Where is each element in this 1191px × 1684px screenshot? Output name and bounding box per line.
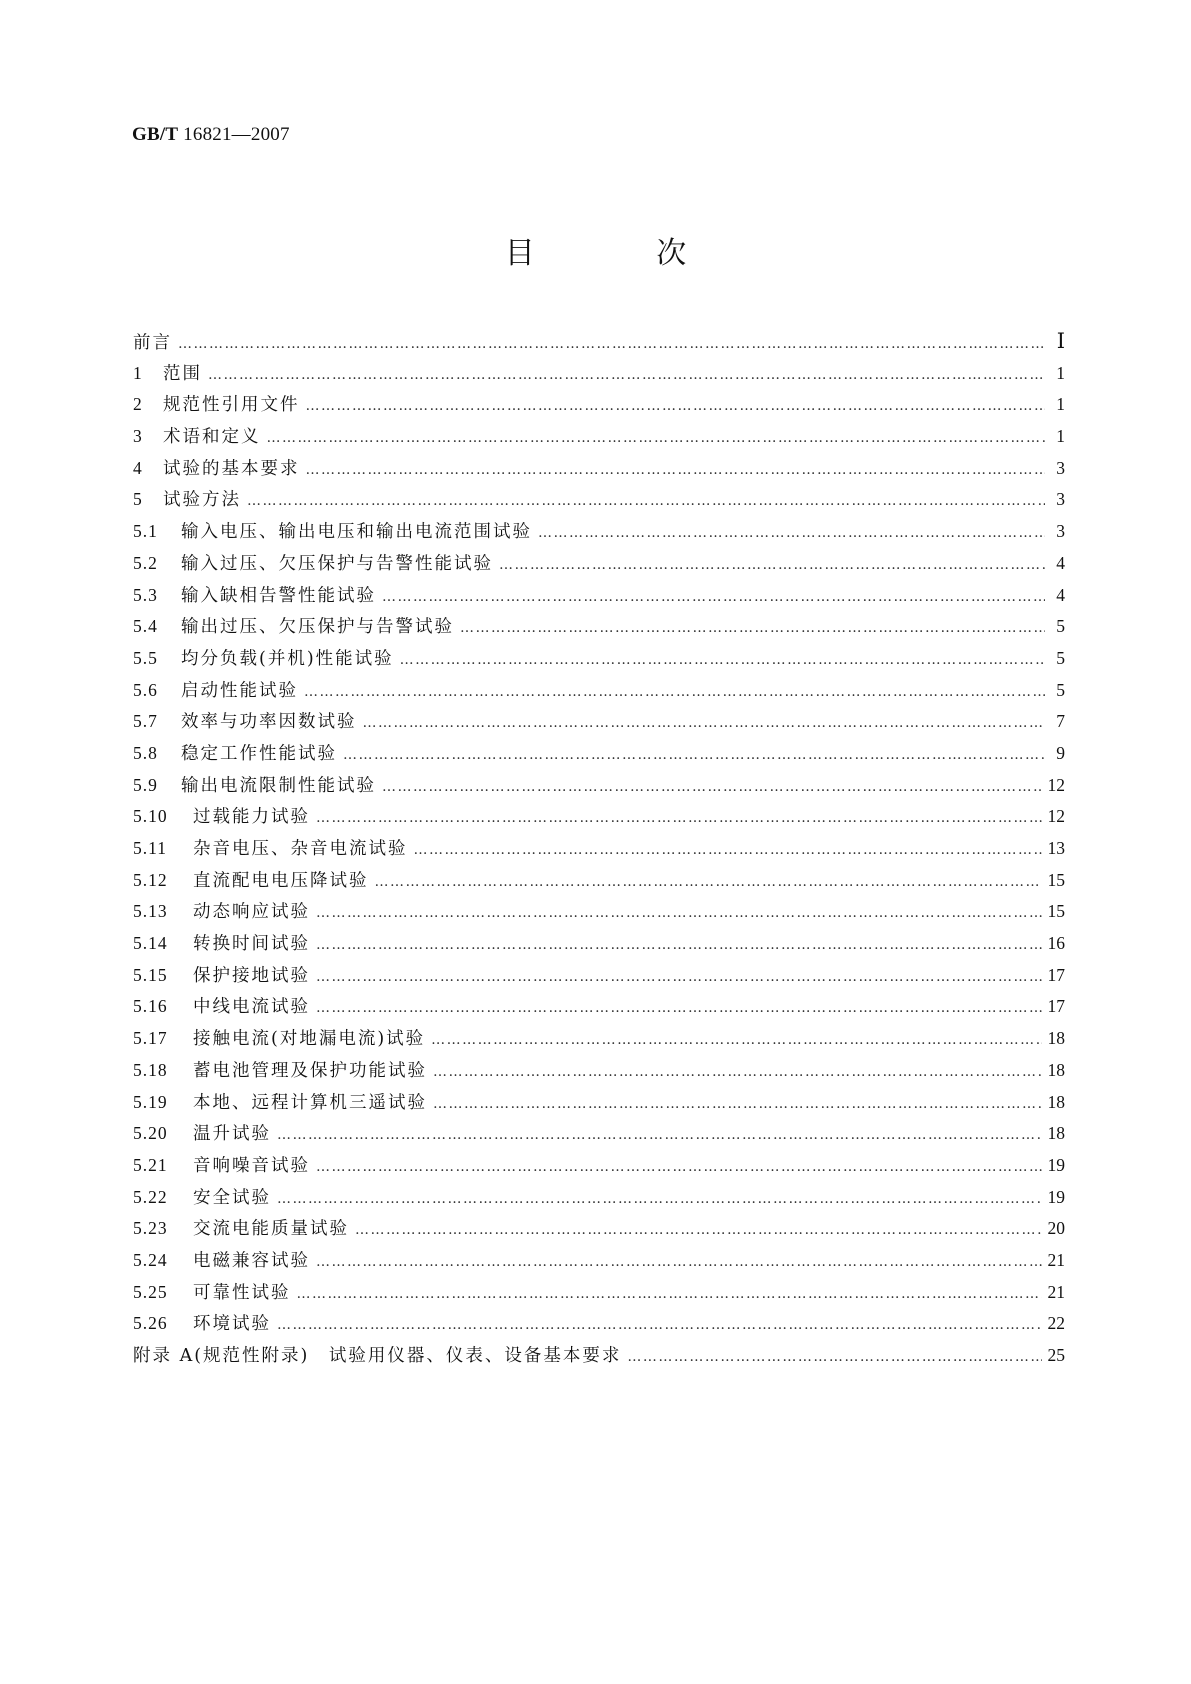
toc-entry-number: 5: [133, 489, 143, 510]
toc-entry-number: 4: [133, 457, 143, 478]
toc-entry-page: 4: [1056, 552, 1065, 573]
toc-entry-title: 可靠性试验: [193, 1282, 291, 1303]
toc-entry[interactable]: [133, 358, 1065, 390]
toc-entry-page: 7: [1056, 711, 1065, 732]
toc-entry-page: 9: [1056, 742, 1065, 763]
toc-entry[interactable]: [133, 1277, 1065, 1309]
toc-entry-number: 5.24: [133, 1249, 168, 1270]
toc-entry-page: 17: [1047, 996, 1065, 1017]
toc-entry[interactable]: [133, 960, 1065, 992]
toc-entry-title: 输出过压、欠压保护与告警试验: [181, 617, 454, 638]
toc-entry-title: 附录 A(规范性附录) 试验用仪器、仪表、设备基本要求: [133, 1346, 622, 1366]
toc-entry-page: 16: [1047, 933, 1065, 954]
toc-dot-leader: [382, 582, 1045, 614]
toc-entry[interactable]: [133, 896, 1065, 928]
toc-entry-number: 5.18: [133, 1059, 168, 1080]
toc-entry[interactable]: [133, 865, 1065, 897]
toc-entry[interactable]: [133, 389, 1065, 421]
toc-entry-page: 5: [1056, 647, 1065, 668]
toc-entry[interactable]: [133, 1023, 1065, 1055]
toc-dot-leader: [363, 708, 1046, 740]
toc-dot-leader: [297, 1279, 1042, 1311]
toc-dot-leader: [355, 1215, 1042, 1247]
toc-entry-title: 过载能力试验: [193, 807, 310, 828]
toc-entry-number: 5.26: [133, 1313, 168, 1334]
toc-entry-page: 12: [1047, 774, 1065, 795]
toc-entry-title: 术语和定义: [163, 427, 261, 448]
toc-dot-leader: [433, 1089, 1042, 1121]
toc-entry-title: 环境试验: [193, 1314, 271, 1335]
toc-entry-number: 5.10: [133, 806, 168, 827]
toc-dot-leader: [316, 962, 1042, 994]
toc-entry-title: 蓄电池管理及保护功能试验: [193, 1060, 427, 1081]
standard-number: 16821—2007: [183, 124, 290, 145]
toc-entry[interactable]: [133, 611, 1065, 643]
toc-dot-leader: [267, 423, 1046, 455]
toc-entry-number: 5.16: [133, 996, 168, 1017]
toc-entry[interactable]: [133, 580, 1065, 612]
toc-entry[interactable]: [133, 706, 1065, 738]
toc-entry-title: 输入缺相告警性能试验: [181, 585, 376, 606]
toc-entry-number: 5.15: [133, 964, 168, 985]
toc-entry[interactable]: [133, 1213, 1065, 1245]
toc-dot-leader: [382, 772, 1042, 804]
toc-entry[interactable]: [133, 326, 1065, 358]
toc-entry-page: 1: [1056, 394, 1065, 415]
toc-dot-leader: [343, 740, 1045, 772]
toc-entry-number: 5.14: [133, 933, 168, 954]
toc-entry-title: 杂音电压、杂音电流试验: [193, 839, 408, 859]
toc-entry-number: 5.11: [133, 838, 167, 858]
toc-entry-title: 均分负载(并机)性能试验: [181, 648, 394, 669]
toc-entry[interactable]: [133, 1308, 1065, 1340]
toc-dot-leader: [316, 930, 1042, 962]
toc-entry-title: 动态响应试验: [193, 902, 310, 923]
standard-prefix: GB/T: [132, 124, 179, 145]
toc-entry-title: 试验的基本要求: [163, 458, 300, 479]
toc-entry-number: 5.12: [133, 869, 168, 890]
toc-entry-number: 5.21: [133, 1154, 168, 1175]
toc-dot-leader: [627, 1342, 1041, 1374]
toc-entry-page: 19: [1047, 1186, 1065, 1207]
toc-dot-leader: [414, 835, 1042, 867]
toc-dot-leader: [277, 1120, 1042, 1152]
toc-entry-number: 5.20: [133, 1123, 168, 1144]
toc-entry-page: 21: [1047, 1249, 1065, 1270]
toc-entry[interactable]: [133, 833, 1065, 865]
toc-entry-page: 15: [1047, 901, 1065, 922]
toc-dot-leader: [178, 329, 1045, 361]
toc-entry[interactable]: [133, 484, 1065, 516]
toc-entry[interactable]: [133, 1150, 1065, 1182]
toc-entry-title: 安全试验: [193, 1187, 271, 1208]
toc-entry-page: 25: [1047, 1345, 1065, 1365]
toc-entry-number: 5.25: [133, 1281, 168, 1302]
toc-entry-number: 1: [133, 362, 143, 383]
toc-list: [133, 326, 1065, 1372]
toc-entry[interactable]: [133, 548, 1065, 580]
toc-entry[interactable]: [133, 1118, 1065, 1150]
toc-dot-leader: [304, 677, 1045, 709]
toc-entry-page: 3: [1056, 489, 1065, 510]
toc-entry-title: 输入过压、欠压保护与告警性能试验: [181, 553, 493, 574]
toc-dot-leader: [538, 518, 1045, 550]
toc-entry-title: 接触电流(对地漏电流)试验: [193, 1029, 426, 1050]
toc-entry-page: 18: [1047, 1028, 1065, 1049]
toc-entry-page: 5: [1056, 679, 1065, 700]
toc-dot-leader: [499, 550, 1045, 582]
standard-code: [132, 124, 290, 146]
toc-entry-title: 输入电压、输出电压和输出电流范围试验: [181, 522, 532, 543]
toc-entry-number: 5.13: [133, 901, 168, 922]
toc-entry[interactable]: [133, 770, 1065, 802]
toc-dot-leader: [316, 1247, 1042, 1279]
toc-entry-title: 规范性引用文件: [163, 395, 300, 416]
toc-entry-title: 音响噪音试验: [193, 1155, 310, 1176]
toc-entry-title: 保护接地试验: [193, 965, 310, 986]
toc-entry-title: 启动性能试验: [181, 680, 298, 701]
toc-entry-number: 2: [133, 394, 143, 415]
toc-entry-page: 3: [1056, 457, 1065, 478]
toc-entry-number: 5.23: [133, 1218, 168, 1239]
toc-entry[interactable]: [133, 928, 1065, 960]
toc-entry-page: 19: [1047, 1154, 1065, 1175]
toc-entry-page: 1: [1056, 426, 1065, 447]
toc-entry-number: 5.7: [133, 711, 158, 732]
toc-entry-title: 稳定工作性能试验: [181, 743, 337, 764]
toc-entry[interactable]: [133, 738, 1065, 770]
toc-entry-number: 5.2: [133, 552, 158, 573]
toc-entry-page: 3: [1056, 521, 1065, 542]
toc-entry-number: 5.8: [133, 742, 158, 763]
toc-dot-leader: [316, 898, 1042, 930]
toc-entry[interactable]: [133, 675, 1065, 707]
toc-entry-title: 转换时间试验: [193, 934, 310, 955]
toc-entry-page: 12: [1047, 806, 1065, 827]
toc-entry-number: 5.5: [133, 647, 158, 668]
toc-entry-page: 20: [1047, 1218, 1065, 1239]
toc-entry-number: 3: [133, 426, 143, 447]
toc-entry-page: 17: [1047, 964, 1065, 985]
toc-entry[interactable]: [133, 516, 1065, 548]
toc-entry-title: 中线电流试验: [193, 997, 310, 1018]
toc-entry[interactable]: [133, 1182, 1065, 1214]
toc-entry-title: 试验方法: [163, 490, 241, 511]
toc-entry-page: 1: [1056, 362, 1065, 383]
toc-entry-number: 5.4: [133, 616, 158, 637]
toc-entry[interactable]: [133, 453, 1065, 485]
toc-entry-title: 本地、远程计算机三遥试验: [193, 1092, 427, 1113]
toc-entry-number: 5.17: [133, 1028, 168, 1049]
toc-dot-leader: [306, 391, 1046, 423]
toc-entry[interactable]: [133, 1340, 1065, 1372]
toc-dot-leader: [431, 1025, 1041, 1057]
toc-entry-number: 5.1: [133, 521, 158, 542]
toc-entry-title: 直流配电电压降试验: [193, 870, 369, 891]
toc-entry[interactable]: [133, 1245, 1065, 1277]
toc-entry-page: 4: [1056, 584, 1065, 605]
toc-dot-leader: [400, 645, 1045, 677]
toc-dot-leader: [277, 1184, 1042, 1216]
toc-dot-leader: [375, 867, 1042, 899]
toc-dot-leader: [247, 486, 1045, 518]
toc-entry[interactable]: [133, 421, 1065, 453]
toc-dot-leader: [433, 1057, 1042, 1089]
toc-entry-number: 5.19: [133, 1091, 168, 1112]
toc-entry-page: 21: [1047, 1281, 1065, 1302]
toc-entry[interactable]: [133, 1055, 1065, 1087]
toc-entry-page: 22: [1047, 1313, 1065, 1334]
toc-entry-number: 5.22: [133, 1186, 168, 1207]
toc-dot-leader: [460, 613, 1045, 645]
toc-entry-page: 18: [1047, 1123, 1065, 1144]
toc-entry-page: 18: [1047, 1059, 1065, 1080]
toc-entry-page: 18: [1047, 1091, 1065, 1112]
toc-entry-page: 5: [1056, 616, 1065, 637]
toc-dot-leader: [306, 455, 1046, 487]
toc-entry-number: 5.6: [133, 679, 158, 700]
toc-entry-number: 5.3: [133, 584, 158, 605]
toc-dot-leader: [316, 803, 1042, 835]
toc-entry-page: 13: [1047, 838, 1065, 858]
toc-entry-page: Ⅰ: [1056, 329, 1065, 353]
toc-entry-number: 5.9: [133, 774, 158, 795]
toc-entry[interactable]: [133, 801, 1065, 833]
toc-title: 目 次: [504, 236, 743, 271]
toc-dot-leader: [316, 993, 1042, 1025]
toc-dot-leader: [208, 360, 1045, 392]
toc-entry-title: 前言: [133, 333, 172, 353]
toc-entry[interactable]: [133, 1087, 1065, 1119]
toc-entry[interactable]: [133, 643, 1065, 675]
toc-entry-title: 效率与功率因数试验: [181, 712, 357, 733]
toc-entry-title: 范围: [163, 363, 202, 384]
toc-dot-leader: [277, 1310, 1042, 1342]
toc-entry-title: 输出电流限制性能试验: [181, 775, 376, 796]
toc-dot-leader: [316, 1152, 1042, 1184]
toc-entry-title: 交流电能质量试验: [193, 1219, 349, 1240]
toc-entry[interactable]: [133, 991, 1065, 1023]
toc-entry-title: 电磁兼容试验: [193, 1250, 310, 1271]
toc-entry-title: 温升试验: [193, 1124, 271, 1145]
toc-entry-page: 15: [1047, 869, 1065, 890]
